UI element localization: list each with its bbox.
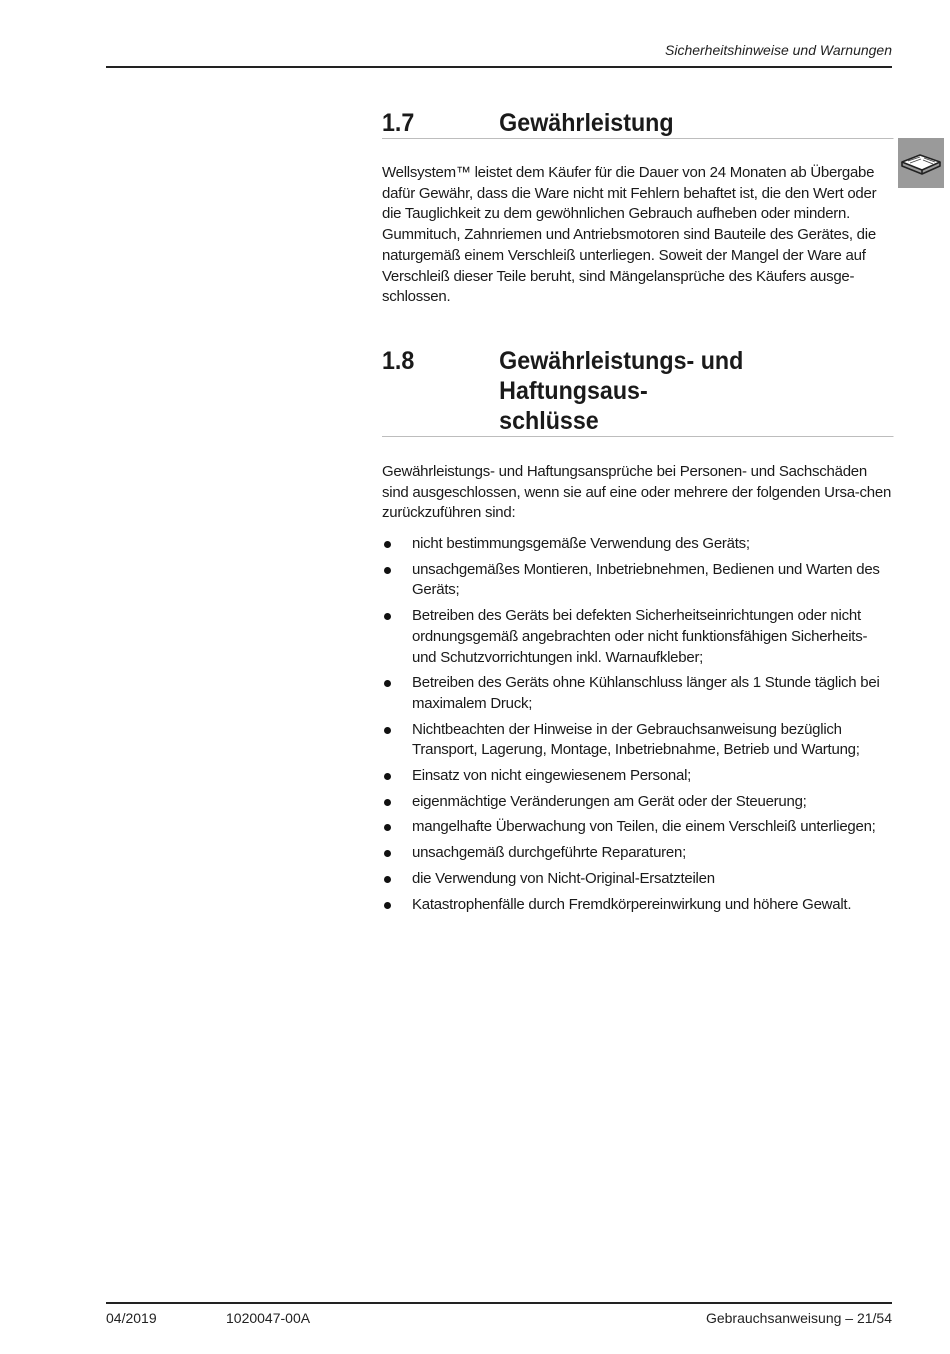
list-item: [382, 534, 894, 555]
list-item-text: unsachgemäßes Montieren, Inbetriebnehmen, Bedienen und Warten des Geräts;: [412, 560, 880, 599]
list-item-text: Katastrophenfälle durch Fremdkörpereinwirkung und höhere Gewalt.: [412, 895, 852, 913]
bullet-dot: [384, 876, 391, 883]
list-item: [382, 895, 894, 916]
list-item-text: die Verwendung von Nicht-Original-Ersatzteilen: [412, 869, 715, 887]
bullet-dot: [384, 727, 391, 734]
page-header: Sicherheitshinweise und Warnungen: [665, 42, 892, 58]
list-item-text: nicht bestimmungsgemäße Verwendung des Geräts;: [412, 535, 750, 553]
section-title-line: Gewährleistungs- und Haftungsaus-: [499, 346, 744, 405]
header-rule: [106, 66, 892, 68]
section-heading: [382, 346, 894, 437]
bullet-dot: [384, 680, 391, 687]
bullet-dot: [384, 902, 391, 909]
list-item-text: Einsatz von nicht eingewiesenem Personal;: [412, 767, 692, 785]
list-item-text: Betreiben des Geräts bei defekten Sicherheitseinrichtungen oder nicht ordnungsgemäß angebrachten oder nicht funktionsfähigen Sicherheits- und Schutzvorrichtungen inkl. Warnaufkleber;: [412, 607, 868, 666]
bullet-dot: [384, 541, 391, 548]
list-item: [382, 843, 894, 864]
list-item-text: unsachgemäß durchgeführte Reparaturen;: [412, 844, 687, 862]
book-icon: [898, 138, 944, 188]
section-title-line: schlüsse: [499, 406, 599, 435]
section-paragraph: Gewährleistungs- und Haftungsansprüche bei Personen- und Sachschäden sind ausgeschlossen, wenn sie auf eine oder mehrere der folgenden Ursa-chen zurückzuführen sind:: [382, 462, 892, 522]
bullet-dot: [384, 773, 391, 780]
section-number: 1.7: [382, 109, 415, 137]
list-item: [382, 869, 894, 890]
section-number: 1.8: [382, 346, 415, 375]
list-item: [382, 720, 894, 761]
chapter-tab: [898, 138, 944, 188]
section-title: [499, 346, 894, 436]
list-item-text: Betreiben des Geräts ohne Kühlanschluss länger als 1 Stunde täglich bei maximalem Druck;: [412, 674, 880, 712]
list-item: [382, 673, 894, 714]
list-item-text: mangelhafte Überwachung von Teilen, die einem Verschleiß unterliegen;: [412, 818, 876, 836]
section-1-7: [382, 108, 894, 308]
list-item: [382, 606, 894, 668]
footer-doc-number: 1020047-00A: [226, 1310, 311, 1326]
section-heading: [382, 108, 894, 139]
footer-rule: [106, 1302, 892, 1304]
bullet-dot: [384, 850, 391, 857]
bullet-dot: [384, 613, 391, 620]
bullet-dot: [384, 824, 391, 831]
bullet-dot: [384, 567, 391, 574]
section-1-8: [382, 346, 894, 915]
section-paragraph: Wellsystem™ leistet dem Käufer für die Dauer von 24 Monaten ab Übergabe dafür Gewähr, dass die Ware nicht mit Fehlern behaftet ist, die den Wert oder die Tauglichkeit zu dem gewöhnlichen Gebrauch aufheben oder mindern. Gummituch, Zahnriemen und Antriebsmotoren sind Bauteile des Gerätes, die naturgemäß einem Verschleiß unterliegen. Soweit der Mangel der Ware auf Verschleiß dieser Teile beruht, sind Mängelansprüche des Käufers ausge-schlossen.: [382, 164, 877, 306]
footer-page-info: Gebrauchsanweisung – 21/54: [705, 1310, 892, 1326]
main-content: [382, 108, 894, 920]
list-item: [382, 766, 894, 787]
footer-date: 04/2019: [106, 1310, 157, 1326]
list-item: [382, 560, 894, 601]
list-item-text: Nichtbeachten der Hinweise in der Gebrauchsanweisung bezüglich Transport, Lagerung, Montage, Inbetriebnahme, Betrieb und Wartung;: [412, 720, 860, 759]
list-item-text: eigenmächtige Veränderungen am Gerät oder der Steuerung;: [412, 792, 807, 810]
list-item: [382, 792, 894, 813]
section-title: Gewährleistung: [499, 109, 674, 137]
bullet-dot: [384, 799, 391, 806]
exclusion-list: [382, 534, 894, 915]
list-item: [382, 817, 894, 838]
